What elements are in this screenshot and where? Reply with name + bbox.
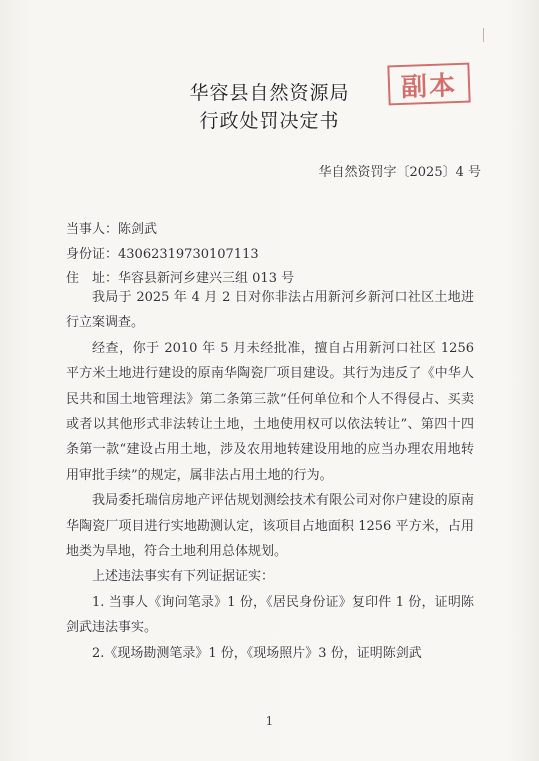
page-fold-mark <box>483 28 484 42</box>
paragraph-evidence-intro: 上述违法事实有下列证据证实： <box>92 569 275 585</box>
party-id-value: 43062319730107113 <box>118 247 259 262</box>
party-id-label: 身份证： <box>66 247 119 262</box>
party-id-row <box>66 243 259 262</box>
party-address-label: 住 址： <box>66 271 119 286</box>
copy-stamp-text: 副本 <box>400 70 458 103</box>
party-address-row <box>66 267 294 286</box>
document-number: 华自然资罚字〔2025〕4 号 <box>318 165 481 180</box>
party-name-value: 陈剑武 <box>118 222 158 237</box>
document-body <box>66 285 474 666</box>
document-title-agency: 华容县自然资源局 <box>189 82 350 104</box>
copy-stamp <box>387 63 470 106</box>
paragraph-findings: 经查，你于 2010 年 5 月未经批准，擅自占用新河口社区 1256 平方米土地进行建设的原南华陶瓷厂项目建设。其行为违反了《中华人民共和国土地管理法》第二条第三款“任何单位和个人不得侵占、买卖或者以其他形式非法转让土地，土地使用权可以依法转让”、第四十四条第一款“建设占用土地，涉及农用地转建设用地的应当办理农用地转用审批手续”的规定，属非法占用土地的行为。 <box>66 340 474 483</box>
paragraph-evidence-2: 2.《现场勘测笔录》1 份，《现场照片》3 份，证明陈剑武 <box>92 645 422 661</box>
party-name-label: 当事人： <box>66 222 119 237</box>
document-title-type: 行政处罚决定书 <box>199 110 340 132</box>
paragraph-evidence-1: 1. 当事人《询问笔录》1 份，《居民身份证》复印件 1 份，证明陈剑武违法事实。 <box>66 594 474 636</box>
page-number: 1 <box>265 714 274 728</box>
party-name-row <box>66 218 157 237</box>
paragraph-survey: 我局委托瑞信房地产评估规划测绘技术有限公司对你户建设的原南华陶瓷厂项目进行实地勘测认定，该项目占地面积 1256 平方米，占用地类为旱地，符合土地利用总体规划。 <box>66 493 474 560</box>
party-address-value: 华容县新河乡建兴三组 013 号 <box>118 271 295 286</box>
paragraph-case-filing: 我局于 2025 年 4 月 2 日对你非法占用新河乡新河口社区土地进行立案调查。 <box>66 290 474 331</box>
